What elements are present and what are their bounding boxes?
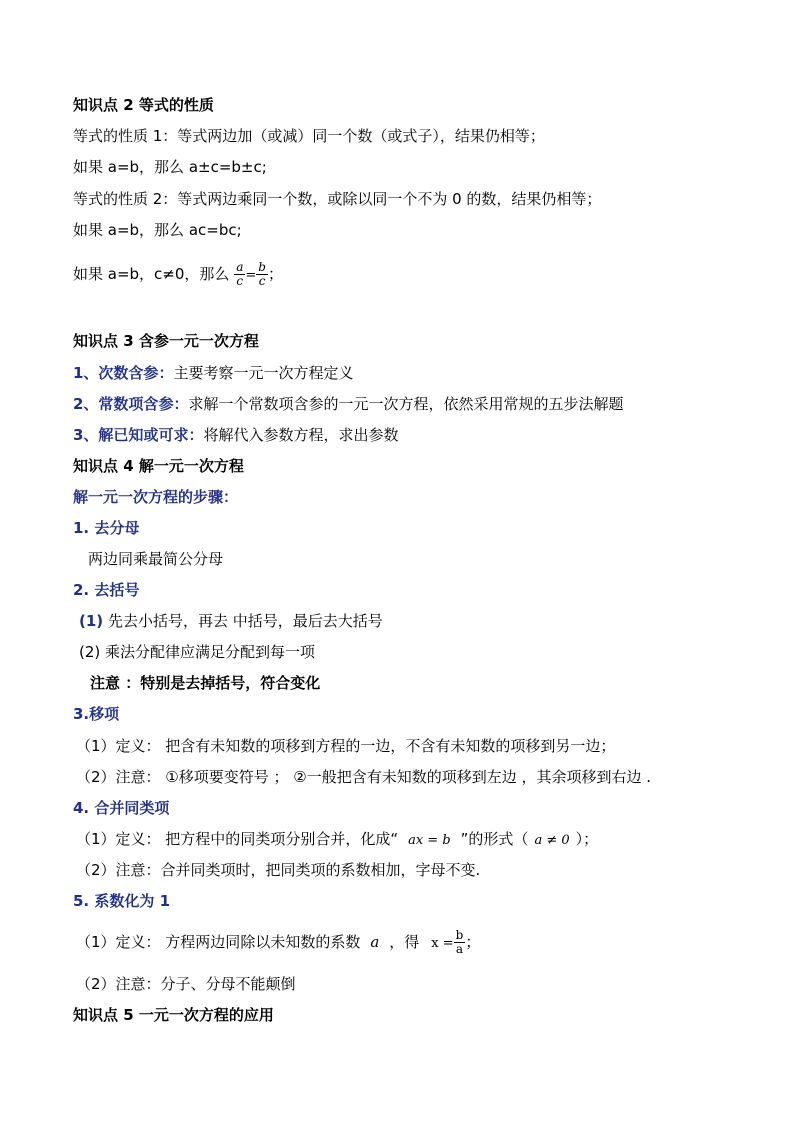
step-5-item-1-end: ； bbox=[465, 933, 481, 951]
fraction-denominator: c bbox=[236, 274, 244, 288]
step-5-item-1-text-a: （1）定义： 方程两边同除以未知数的系数 bbox=[76, 933, 361, 951]
fraction-denominator: a bbox=[455, 942, 464, 956]
step-2-heading: 2. 去括号 bbox=[73, 581, 140, 599]
step-1-text: 两边同乘最简公分母 bbox=[88, 550, 224, 568]
kp3-item-2-text: 求解一个常数项含参的一元一次方程，依然采用常规的五步法解题 bbox=[188, 395, 624, 413]
kp3-item-1 bbox=[73, 363, 353, 383]
step-3-item-1: （1）定义： 把含有未知数的项移到方程的一边，不含有未知数的项移到另一边； bbox=[76, 737, 616, 755]
step-5-heading: 5. 系数化为 1 bbox=[73, 892, 171, 910]
fraction-b-over-c bbox=[256, 261, 268, 288]
step-2-note: 注意 ：特别是去掉括号，符合变化 bbox=[90, 674, 321, 692]
step-2-item-2: (2) 乘法分配律应满足分配到每一项 bbox=[79, 643, 316, 661]
fraction-numerator: b bbox=[258, 260, 266, 274]
x-equals: x = bbox=[431, 936, 454, 951]
kp3-item-3-text: 将解代入参数方程，求出参数 bbox=[203, 426, 399, 444]
step-4-item-1-text-a: （1）定义： 把方程中的同类项分别合并，化成“ bbox=[76, 830, 399, 848]
step-2-item-1 bbox=[79, 611, 383, 631]
fraction-denominator: c bbox=[258, 274, 266, 288]
step-3-item-2: （2）注意： ①移项要变符号 ； ②一般把含有未知数的项移到左边 ，其余项移到右边 . bbox=[76, 768, 652, 786]
kp3-item-2 bbox=[73, 394, 623, 414]
step-4-item-1-text-b: ”的形式（ bbox=[460, 830, 529, 848]
kp2-property-2: 等式的性质 2：等式两边乘同一个数，或除以同一个不为 0 的数，结果仍相等； bbox=[73, 190, 602, 208]
fraction-b-over-a bbox=[454, 929, 466, 956]
step-4-item-2: （2）注意：合并同类项时，把同类项的系数相加，字母不变. bbox=[76, 861, 481, 879]
step-4-heading: 4. 合并同类项 bbox=[73, 799, 170, 817]
kp3-item-1-text: 主要考察一元一次方程定义 bbox=[173, 364, 354, 382]
kp2-example-3-prefix: 如果 a=b，c≠0，那么 bbox=[73, 265, 230, 283]
kp3-item-3 bbox=[73, 425, 398, 445]
kp2-example-3-suffix: ； bbox=[267, 265, 283, 283]
kp2-title: 知识点 2 等式的性质 bbox=[73, 96, 214, 114]
step-1-heading: 1. 去分母 bbox=[73, 519, 140, 537]
coefficient-a: a bbox=[370, 933, 380, 951]
step-2-item-1-label: (1) bbox=[79, 612, 104, 630]
step-4-item-1-text-c: ）； bbox=[575, 830, 599, 848]
kp4-title: 知识点 4 解一元一次方程 bbox=[73, 457, 244, 475]
step-3-heading: 3.移项 bbox=[73, 705, 120, 723]
equation-ax-eq-b: ax = b bbox=[408, 833, 451, 848]
step-5-item-1 bbox=[76, 922, 480, 964]
fraction-a-over-c bbox=[234, 261, 245, 288]
kp2-example-3 bbox=[73, 256, 283, 294]
kp3-title: 知识点 3 含参一元一次方程 bbox=[73, 332, 259, 350]
kp3-item-3-label: 3、解已知或可求： bbox=[73, 426, 204, 444]
kp2-example-2: 如果 a=b，那么 ac=bc; bbox=[73, 221, 242, 239]
equals-sign: = bbox=[245, 268, 257, 283]
kp2-property-1: 等式的性质 1：等式两边加（或减）同一个数（或式子），结果仍相等； bbox=[73, 127, 545, 145]
kp3-item-2-label: 2、常数项含参： bbox=[73, 395, 189, 413]
step-4-item-1 bbox=[76, 829, 598, 851]
kp3-item-1-label: 1、次数含参： bbox=[73, 364, 174, 382]
step-2-item-1-text: 先去小括号，再去 中括号，最后去大括号 bbox=[107, 612, 383, 630]
kp2-example-1: 如果 a=b，那么 a±c=b±c; bbox=[73, 158, 267, 176]
kp5-title: 知识点 5 一元一次方程的应用 bbox=[73, 1006, 274, 1024]
fraction-numerator: a bbox=[236, 260, 244, 274]
fraction-numerator: b bbox=[455, 928, 464, 942]
condition-a-neq-0: a ≠ 0 bbox=[534, 833, 570, 848]
step-5-item-1-text-b: ，得 bbox=[389, 933, 420, 951]
step-5-item-2: （2）注意：分子、分母不能颠倒 bbox=[76, 975, 296, 993]
kp4-steps-heading: 解一元一次方程的步骤： bbox=[73, 488, 239, 506]
